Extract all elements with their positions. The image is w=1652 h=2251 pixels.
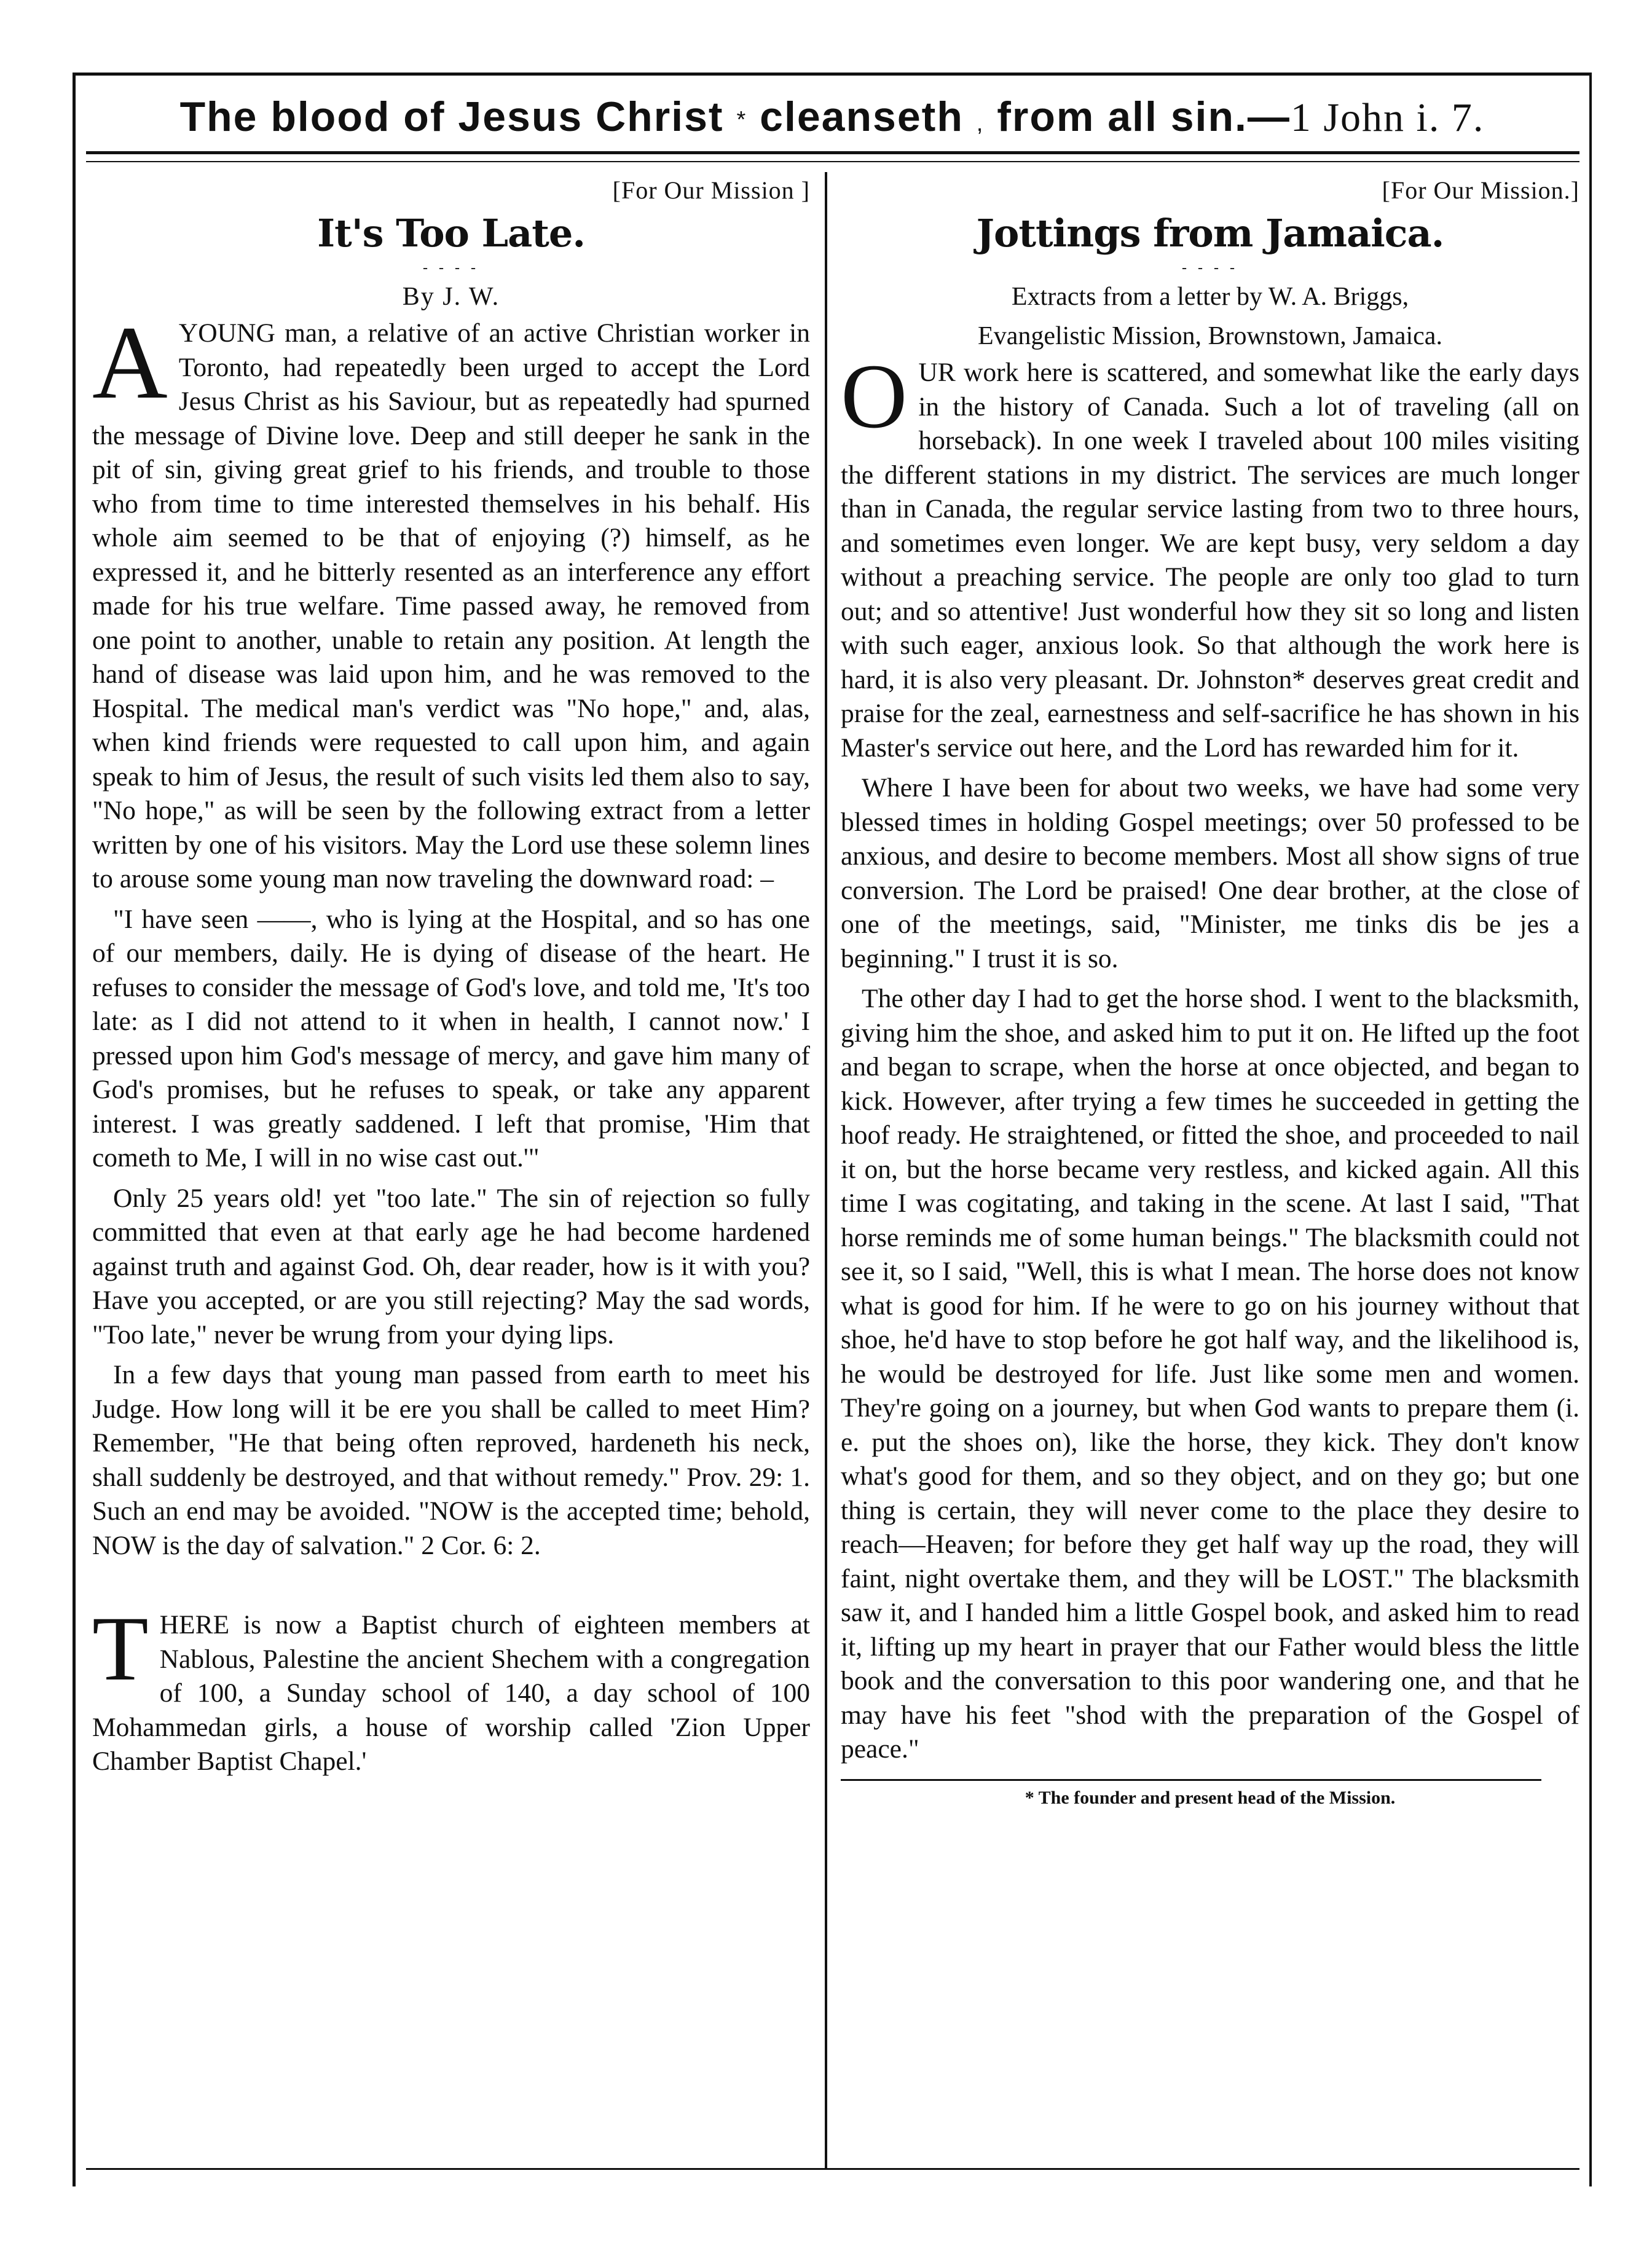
right-dropcap: O xyxy=(841,345,908,447)
right-paragraph: The other day I had to get the horse shod. I went to the blacksmith, giving him the shoe, and asked him to put it on. He lifted up the foot and began to scrape, when the horse at once objected, and began to kick. However, after trying a few times he succeeded in getting the hoof ready. He straightened, or fitted the shoe, and proceeded to nail it on, but the horse became very restless, and kicked again. All this time I was cogitating, and taking in the scene. At last I said, "That horse reminds me of some human beings." The blacksmith could not see it, so I said, "Well, this is what I mean. The horse does not know what is good for him. If he were to go on his journey without that shoe, he'd have to stop before he got half way, and the likelihood is, he would be destroyed for life. Just like some men and women. They're going on a journey, but when God wants to prepare them (i. e. put the shoes on), like the horse, they kick. They don't know what's good for them, and so they object, and on they go; but one thing is certain, they will never come to the place they desire to reach—Heaven; for before they get half way up the road, they will faint, night overtake them, and they will be LOST." The blacksmith saw it, and I handed him a little Gospel book, and asked him to read it, lifting up my heart in prayer that our Father would bless the little book and the conversation to this poor wandering one, and that he may have his feet "shod with the preparation of the Gospel of peace." xyxy=(841,984,1579,1764)
left-byline: By J. W. xyxy=(402,283,500,311)
left-paragraph: In a few days that young man passed from earth to meet his Judge. How long will it be ere you shall be called to meet Him? Remember, "He that being often reproved, hardeneth his neck, shall suddenly be destroyed, and that without remedy." Prov. 29: 1. Such an end may be avoided. "NOW is the accepted time; behold, NOW is the day of salvation." 2 Cor. 6: 2. xyxy=(92,1360,810,1560)
right-paragraph: OUR work here is scattered, and somewhat like the early days in the history of Canada. Such a lot of traveling (all on horseback). In one week I traveled about 100 miles visiting the different stations in my district. The services are much longer than in Canada, the regular service lasting from two to three hours, and sometimes even longer. We are kept busy, very seldom a day without a preaching service. The people are only too glad to turn out; and so attentive! Just wonderful how they sit so long and listen with such eager, anxious look. So that although the work here is hard, it is also very pleasant. Dr. Johnston* deserves great credit and praise for the zeal, earnestness and self-sacrifice he has shown in his Master's service out here, and the Lord has rewarded him for it. xyxy=(841,345,1579,763)
left-dropcap: A xyxy=(92,305,168,420)
right-source-note: [For Our Mission.] xyxy=(1382,176,1579,204)
column-divider xyxy=(825,172,827,2169)
banner-part-1: The blood of Jesus Christ xyxy=(179,93,724,140)
left-source-note: [For Our Mission ] xyxy=(612,176,810,204)
section-gap xyxy=(92,1569,810,1608)
left-note-paragraph: THERE is now a Baptist church of eighteen members at Nablous, Palestine the ancient Shechem with a congregation of 100, a Sunday school of 140, a day school of 100 Mohammedan girls, a house of worship called 'Zion Upper Chamber Baptist Chapel.' xyxy=(92,1598,810,1776)
left-paragraph: AYOUNG man, a relative of an active Christian worker in Toronto, had repeatedly been urged to accept the Lord Jesus Christ as his Saviour, but as repeatedly had spurned the message of Divine love. Deep and still deeper he sank in the pit of sin, giving great grief to his friends, and trouble to those who from time to time interested themselves in his behalf. His whole aim seemed to be that of enjoying (?) himself, as he expressed it, and he bitterly resented as an interference any effort made for his true welfare. Time passed away, he removed from one point to another, unable to retain any position. At length the hand of disease was laid upon him, and he was removed to the Hospital. The medical man's verdict was "No hope," and, alas, when kind friends were requested to call upon him, and again speak to him of Jesus, the result of such visits led them also to say, "No hope," as will be seen by the following extract from a letter written by one of his visitors. May the Lord use these solemn lines to arouse some young man now traveling the downward road: – xyxy=(92,305,810,894)
right-title-divider: - - - - xyxy=(1182,260,1238,276)
left-title-divider: - - - - xyxy=(423,260,479,276)
masthead-rule-thin xyxy=(86,161,1579,162)
banner-star: * xyxy=(736,107,747,133)
right-article-title: Jottings from Jamaica. xyxy=(976,211,1444,256)
left-article-body xyxy=(92,305,810,1779)
banner-part-3: from all sin.— xyxy=(997,93,1291,140)
right-paragraph: Where I have been for about two weeks, we have had some very blessed times in holding Gospel meetings; over 50 professed to be anxious, and desire to become members. Most all show signs of true conversion. The Lord be praised! One dear brother, at the close of one of the meetings, said, "Minister, me tinks dis be jes a beginning." I trust it is so. xyxy=(841,773,1579,973)
note-dropcap: T xyxy=(92,1598,149,1700)
banner-reference: 1 John i. 7. xyxy=(1290,95,1485,140)
footnote: * The founder and present head of the Mission. xyxy=(1025,1787,1396,1808)
left-paragraph: "I have seen ——, who is lying at the Hospital, and so has one of our members, daily. He is dying of disease of the heart. He refuses to consider the message of God's love, and told me, 'It's too late: as I did not attend to it when in health, I cannot now.' I pressed upon him God's message of mercy, and gave him many of God's promises, but he refuses to speak, or take any apparent interest. I was greatly saddened. I left that promise, 'Him that cometh to Me, I will in no wise cast out.'" xyxy=(92,904,810,1173)
masthead-rule-thick xyxy=(86,151,1579,154)
right-column xyxy=(841,175,1579,1815)
right-article-body xyxy=(841,345,1579,1767)
left-article-title: It's Too Late. xyxy=(317,211,585,256)
bottom-rule xyxy=(86,2168,1579,2170)
right-subtitle-line-1: Extracts from a letter by W. A. Briggs, xyxy=(1011,283,1409,311)
right-subtitle-line-2: Evangelistic Mission, Brownstown, Jamaica. xyxy=(978,322,1442,350)
left-column xyxy=(92,175,810,1785)
masthead-text xyxy=(73,86,1592,147)
banner-comma: , xyxy=(976,111,985,136)
left-paragraph: Only 25 years old! yet "too late." The sin of rejection so fully committed that even at that early age he had become hardened against truth and against God. Oh, dear reader, how is it with you? Have you accepted, or are you still rejecting? May the sad words, "Too late," never be wrung from your dying lips. xyxy=(92,1183,810,1349)
banner-part-2: cleanseth xyxy=(760,93,964,140)
